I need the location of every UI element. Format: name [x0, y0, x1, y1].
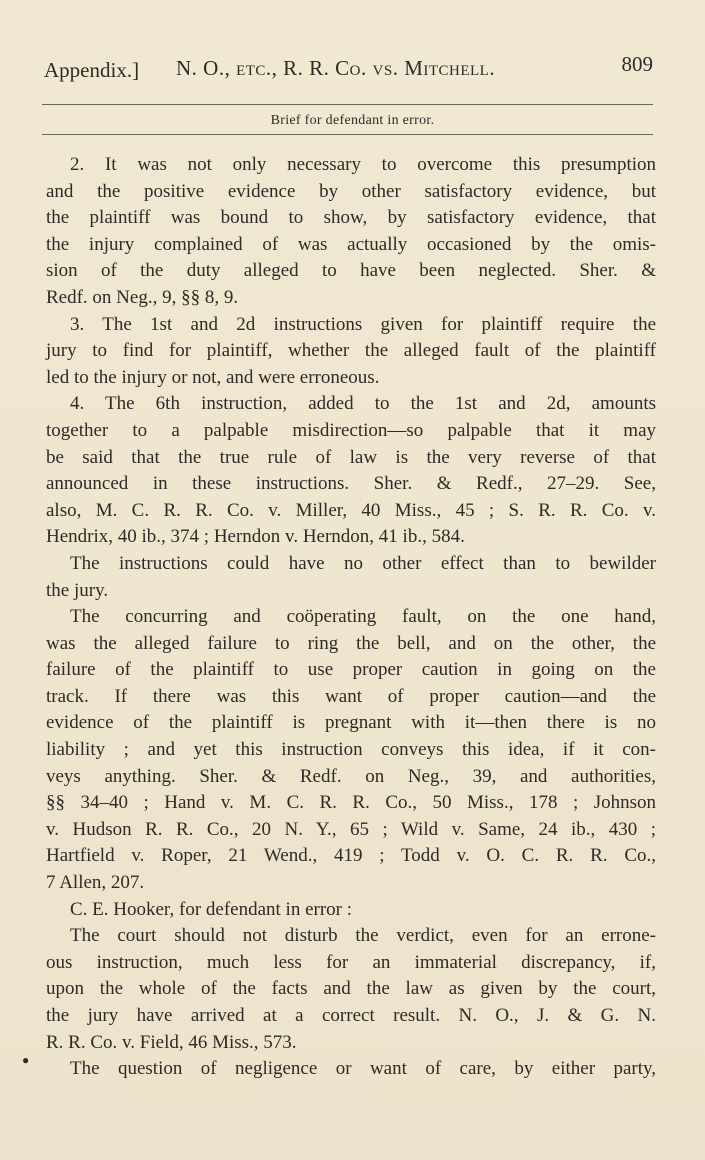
- text-line: C. E. Hooker, for defendant in error :: [70, 898, 353, 920]
- text-line: ous instruction, much less for an immaterial discrepancy, if,: [46, 951, 656, 973]
- text-line: jury to find for plaintiff, whether the alleged fault of the plaintiff: [46, 340, 656, 362]
- text-line: the plaintiff was bound to show, by satisfactory evidence, that: [46, 207, 656, 229]
- section-subheading: Brief for defendant in error.: [270, 113, 435, 128]
- text-line: together to a palpable misdirection—so palpable that it may: [46, 419, 656, 441]
- text-line: the injury complained of was actually occasioned by the omis-: [46, 233, 656, 255]
- text-line: sion of the duty alleged to have been neglected. Sher. &: [46, 260, 656, 282]
- text-line: the jury.: [46, 579, 109, 601]
- text-line: The concurring and coöperating fault, on the one hand,: [70, 606, 656, 628]
- text-line: and the positive evidence by other satisfactory evidence, but: [46, 180, 656, 202]
- text-line: liability ; and yet this instruction conveys this idea, if it con-: [46, 739, 656, 761]
- text-line: The question of negligence or want of care, by either party,: [70, 1058, 656, 1080]
- text-line: failure of the plaintiff to use proper caution in going on the: [46, 659, 656, 681]
- text-line: §§ 34–40 ; Hand v. M. C. R. R. Co., 50 Miss., 178 ; Johnson: [46, 792, 656, 814]
- body-text: [46, 152, 656, 1083]
- header-rule: [42, 104, 653, 105]
- text-line: The instructions could have no other effect than to bewilder: [70, 552, 656, 574]
- text-line: be said that the true rule of law is the very reverse of that: [46, 446, 656, 468]
- text-line: veys anything. Sher. & Redf. on Neg., 39, and authorities,: [46, 765, 656, 787]
- running-header: [44, 52, 653, 86]
- appendix-label: Appendix.]: [44, 58, 140, 82]
- text-line: also, M. C. R. R. Co. v. Miller, 40 Miss., 45 ; S. R. R. Co. v.: [46, 499, 656, 521]
- text-line: Hartfield v. Roper, 21 Wend., 419 ; Todd v. O. C. R. R. Co.,: [46, 845, 656, 867]
- text-line: Redf. on Neg., 9, §§ 8, 9.: [46, 286, 239, 308]
- text-line: 4. The 6th instruction, added to the 1st and 2d, amounts: [70, 393, 656, 415]
- text-line: track. If there was this want of proper caution—and the: [46, 685, 656, 707]
- text-line: was the alleged failure to ring the bell, and on the other, the: [46, 632, 656, 654]
- text-line: the jury have arrived at a correct result. N. O., J. & G. N.: [46, 1005, 656, 1026]
- text-line: 3. The 1st and 2d instructions given for plaintiff require the: [70, 313, 656, 335]
- text-line: announced in these instructions. Sher. & Redf., 27–29. See,: [46, 473, 656, 495]
- text-line: v. Hudson R. R. Co., 20 N. Y., 65 ; Wild v. Same, 24 ib., 430 ;: [46, 818, 656, 840]
- text-line: 2. It was not only necessary to overcome this presumption: [70, 154, 656, 175]
- text-line: upon the whole of the facts and the law as given by the court,: [46, 978, 656, 1000]
- subheading-rule: [42, 134, 653, 135]
- text-line: Hendrix, 40 ib., 374 ; Herndon v. Herndon, 41 ib., 584.: [46, 526, 465, 548]
- text-line: The court should not disturb the verdict, even for an errone-: [70, 925, 656, 947]
- page-number: 809: [621, 52, 653, 76]
- text-line: evidence of the plaintiff is pregnant with it—then there is no: [46, 712, 656, 734]
- text-line: R. R. Co. v. Field, 46 Miss., 573.: [46, 1031, 297, 1053]
- text-line: led to the injury or not, and were erroneous.: [46, 366, 380, 388]
- margin-mark-icon: ●: [22, 1053, 30, 1067]
- text-line: 7 Allen, 207.: [46, 872, 145, 894]
- case-title: N. O., etc., R. R. Co. vs. Mitchell.: [176, 56, 496, 80]
